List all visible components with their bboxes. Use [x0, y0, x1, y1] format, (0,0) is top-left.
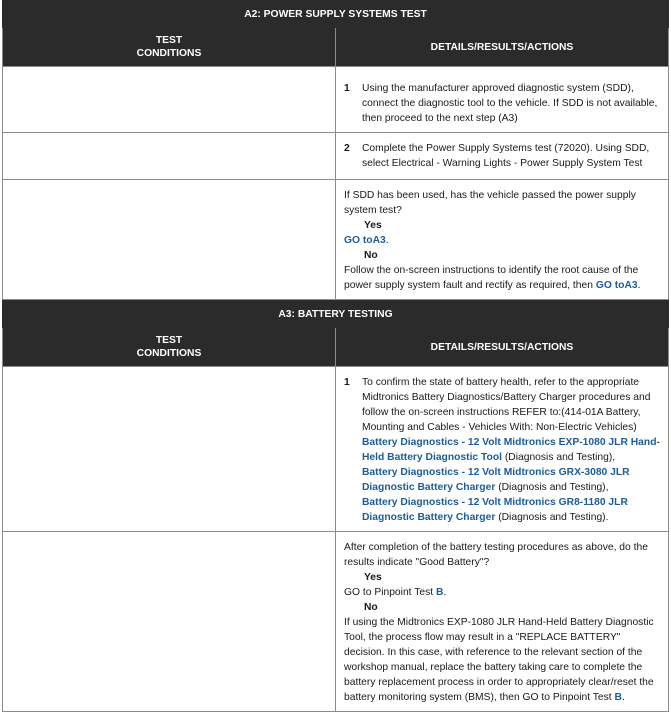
- a3-col-test-line1: TEST: [155, 335, 183, 346]
- a2-yes-period: .: [385, 235, 389, 246]
- a3-result-row: [3, 532, 669, 712]
- a3-ref2-link[interactable]: Battery Diagnostics - 12 Volt Midtronics GRX-3080 JLR Diagnostic Battery Charger: [362, 467, 630, 493]
- a3-no-link[interactable]: B: [614, 692, 622, 703]
- a2-title: A2: POWER SUPPLY SYSTEMS TEST: [3, 1, 669, 28]
- a3-step1-text: To confirm the state of battery health, refer to the appropriate Midtronics Battery Diagnostics/Battery Charger procedures and follow the on-screen instructions REFER to:(414-01A Battery, Mounting and Cables - Vehicles With: Non-Electric Vehicles): [362, 377, 651, 433]
- a3-yes-label: Yes: [364, 572, 382, 583]
- a3-step1-condition: [3, 367, 336, 532]
- a2-result-details: [336, 180, 669, 300]
- a3-col-test-line2: CONDITIONS: [136, 348, 202, 359]
- a3-no-text: If using the Midtronics EXP-1080 JLR Hand-Held Battery Diagnostic Tool, the process flow may result in a "REPLACE BATTERY" decision. In this case, with reference to the relevant section of the workshop manual, replace the battery taking care to complete the battery replacement process in order to appropriately clear/reset the battery monitoring system (BMS), then GO to Pinpoint Test: [344, 617, 654, 703]
- a3-col-test-conditions: [3, 328, 336, 367]
- document: [2, 0, 669, 712]
- a2-no-label: No: [364, 250, 378, 261]
- a2-col-test-conditions: [3, 28, 336, 67]
- a3-title: A3: BATTERY TESTING: [3, 301, 669, 328]
- a2-step2-condition: [3, 133, 336, 180]
- a2-col-test-line1: TEST: [155, 35, 183, 46]
- a2-col-details: DETAILS/RESULTS/ACTIONS: [336, 28, 669, 67]
- a2-no-link[interactable]: GO toA3: [595, 280, 638, 291]
- a3-result-condition: [3, 532, 336, 712]
- a2-col-test-line2: CONDITIONS: [136, 48, 202, 59]
- a2-step2-row: [3, 133, 669, 180]
- a3-ref1-suffix: (Diagnosis and Testing),: [501, 452, 616, 463]
- a3-step1-number: 1: [344, 377, 350, 388]
- a2-step1-condition: [3, 67, 336, 133]
- a3-yes-text: GO to Pinpoint Test: [344, 587, 436, 598]
- a3-yes-link[interactable]: B: [435, 587, 444, 598]
- a2-step1-details: [336, 67, 669, 133]
- a3-ref3-link[interactable]: Battery Diagnostics - 12 Volt Midtronics GR8-1180 JLR Diagnostic Battery Charger: [362, 497, 628, 523]
- a3-ref1-link[interactable]: Battery Diagnostics - 12 Volt Midtronics EXP-1080 JLR Hand-Held Battery Diagnostic Tool: [362, 437, 660, 463]
- a3-ref2-suffix: (Diagnosis and Testing),: [495, 482, 609, 493]
- a3-ref3-suffix: (Diagnosis and Testing).: [495, 512, 609, 523]
- a3-header-row: [3, 328, 669, 367]
- a3-question: After completion of the battery testing procedures as above, do the results indicate "Good Battery"?: [344, 542, 648, 568]
- a3-result-details: [336, 532, 669, 712]
- a3-col-details: DETAILS/RESULTS/ACTIONS: [336, 328, 669, 367]
- a2-yes-label: Yes: [364, 220, 382, 231]
- a2-step2-details: [336, 133, 669, 180]
- a2-title-row: [3, 1, 669, 28]
- a2-step2-text: Complete the Power Supply Systems test (72020). Using SDD, select Electrical - Warning Lights - Power Supply System Test: [362, 143, 650, 169]
- a2-step1-number: 1: [344, 83, 350, 94]
- a2-yes-link[interactable]: GO toA3: [344, 235, 386, 246]
- a3-table: [2, 300, 669, 712]
- a2-question: If SDD has been used, has the vehicle passed the power supply system test?: [344, 190, 636, 216]
- a2-step1-row: [3, 67, 669, 133]
- a2-header-row: [3, 28, 669, 67]
- a3-step1-row: [3, 367, 669, 532]
- a2-no-period: .: [637, 280, 641, 291]
- a2-result-row: [3, 180, 669, 300]
- a2-no-text: Follow the on-screen instructions to identify the root cause of the power supply system fault and rectify as required, then: [344, 265, 639, 291]
- a3-step1-details: [336, 367, 669, 532]
- a2-step1-text: Using the manufacturer approved diagnostic system (SDD), connect the diagnostic tool to the vehicle. If SDD is not available, then proceed to the next step (A3): [362, 83, 658, 124]
- a2-table: [2, 0, 669, 300]
- a2-step2-number: 2: [344, 143, 350, 154]
- a2-result-condition: [3, 180, 336, 300]
- a3-no-period: .: [621, 692, 625, 703]
- a3-title-row: [3, 301, 669, 328]
- a3-yes-period: .: [443, 587, 447, 598]
- a3-no-label: No: [364, 602, 378, 613]
